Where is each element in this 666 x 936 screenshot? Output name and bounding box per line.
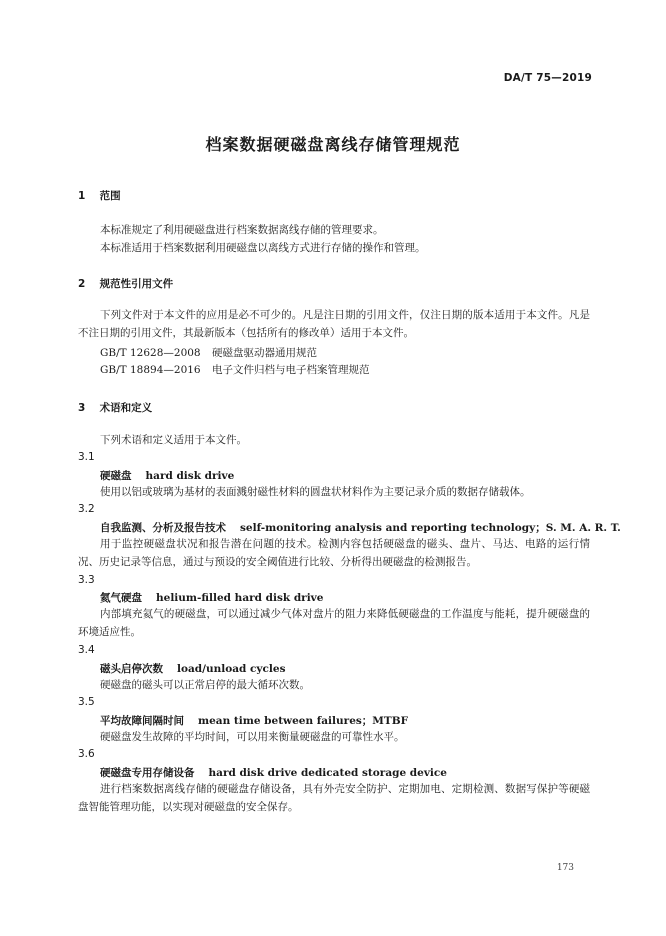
paragraph: 下列文件对于本文件的应用是必不可少的。凡是注日期的引用文件，仅注日期的版本适用于本文件。凡是不注日期的引用文件，其最新版本（包括所有的修改单）适用于本文件。: [78, 309, 590, 339]
term-zh: 磁头启停次数: [100, 663, 163, 675]
reference-code: GB/T 18894—2016: [100, 364, 201, 376]
term-number: 3.2: [78, 503, 95, 515]
term-en: hard disk drive dedicated storage device: [208, 767, 447, 779]
term-zh: 硬磁盘专用存储设备: [100, 767, 195, 779]
term-zh: 自我监测、分析及报告技术: [100, 522, 226, 534]
reference-title: 硬磁盘驱动器通用规范: [212, 347, 317, 359]
reference-code: GB/T 12628—2008: [100, 347, 201, 359]
term-zh: 硬磁盘: [100, 470, 132, 482]
term-definition: 硬磁盘的磁头可以正常启停的最大循环次数。: [100, 679, 310, 691]
term-number: 3.3: [78, 574, 95, 586]
paragraph: 本标准适用于档案数据利用硬磁盘以离线方式进行存储的操作和管理。: [100, 242, 426, 254]
term-en: hard disk drive: [145, 470, 235, 482]
normative-reference: [100, 362, 370, 377]
standard-code: DA/T 75—2019: [503, 72, 592, 84]
term-entry: [100, 661, 286, 676]
section-title: 规范性引用文件: [99, 278, 174, 290]
term-entry: [100, 468, 234, 483]
term-number: 3.5: [78, 696, 95, 708]
term-definition: 用于监控硬磁盘状况和报告潜在问题的技术。检测内容包括硬磁盘的磁头、盘片、马达、电路的运行情况、历史记录等信息，通过与预设的安全阈值进行比较、分析得出硬磁盘的检测报告。: [78, 538, 590, 568]
document-title: 档案数据硬磁盘离线存储管理规范: [205, 135, 461, 154]
section-number: 3: [78, 402, 86, 414]
term-entry: [100, 590, 323, 605]
term-zh: 氦气硬盘: [100, 592, 142, 604]
term-en: self-monitoring analysis and reporting technology；S. M. A. R. T.: [240, 522, 621, 534]
page-number: 173: [556, 863, 574, 873]
term-definition: 使用以铝或玻璃为基材的表面溅射磁性材料的圆盘状材料作为主要记录介质的数据存储载体。: [100, 486, 531, 498]
term-definition: 内部填充氦气的硬磁盘，可以通过减少气体对盘片的阻力来降低硬磁盘的工作温度与能耗，提升硬磁盘的环境适应性。: [78, 608, 590, 638]
term-entry: [100, 713, 408, 728]
term-zh: 平均故障间隔时间: [100, 715, 184, 727]
paragraph: 本标准规定了利用硬磁盘进行档案数据离线存储的管理要求。: [100, 224, 384, 236]
section-title: 范围: [99, 190, 121, 202]
section-number: 1: [78, 190, 86, 202]
term-en: mean time between failures；MTBF: [198, 715, 409, 727]
term-number: 3.1: [78, 451, 95, 463]
section-1-heading: [78, 188, 121, 203]
section-number: 2: [78, 278, 86, 290]
term-definition: 进行档案数据离线存储的硬磁盘存储设备，具有外壳安全防护、定期加电、定期检测、数据写保护等硬磁盘智能管理功能，以实现对硬磁盘的安全保存。: [78, 783, 590, 813]
section-3-heading: [78, 400, 152, 415]
normative-reference: [100, 345, 317, 360]
term-number: 3.6: [78, 748, 95, 760]
term-entry: [100, 765, 447, 780]
reference-title: 电子文件归档与电子档案管理规范: [212, 364, 370, 376]
term-en: load/unload cycles: [177, 663, 286, 675]
term-definition: 硬磁盘发生故障的平均时间，可以用来衡量硬磁盘的可靠性水平。: [100, 731, 405, 743]
paragraph: 下列术语和定义适用于本文件。: [100, 434, 247, 446]
term-number: 3.4: [78, 644, 95, 656]
section-title: 术语和定义: [99, 402, 153, 414]
term-entry: [100, 520, 621, 535]
term-en: helium-filled hard disk drive: [156, 592, 324, 604]
section-2-heading: [78, 276, 173, 291]
